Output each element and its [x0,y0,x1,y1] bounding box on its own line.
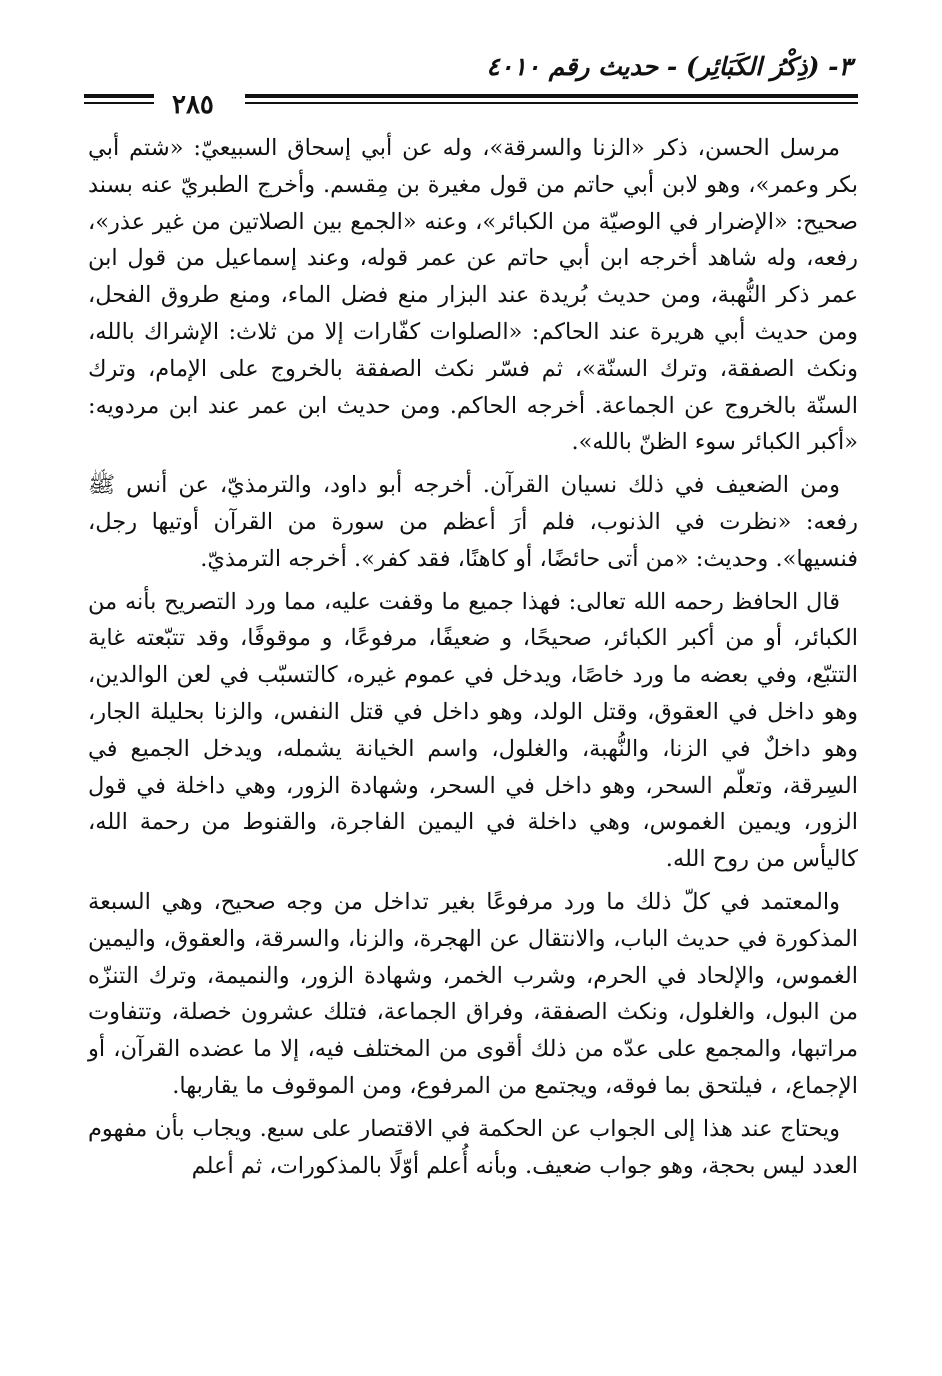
paragraph: مرسل الحسن، ذكر «الزنا والسرقة»، وله عن أبي إسحاق السبيعيّ: «شتم أبي بكر وعمر»، وهو لابن أبي حاتم من قول مغيرة بن مِقسم. وأخرج الطبريّ عنه بسند صحيح: «الإضرار في الوصيّة من الكبائر»، وعنه «الجمع بين الصلاتين من غير عذر»، رفعه، وله شاهد أخرجه ابن أبي حاتم عن عمر قوله، وعند إسماعيل من قول ابن عمر ذكر النُّهبة، ومن حديث بُريدة عند البزار منع فضل الماء، ومنع طروق الفحل، ومن حديث أبي هريرة عند الحاكم: «الصلوات كفّارات إلا من ثلاث: الإشراك بالله، ونكث الصفقة، وترك السنّة»، ثم فسّر نكث الصفقة بالخروج على الإمام، وترك السنّة بالخروج عن الجماعة. أخرجه الحاكم. ومن حديث ابن عمر عند ابن مردويه: «أكبر الكبائر سوء الظنّ بالله». [88,135,858,456]
body-text [88,130,858,1190]
header-rule-short [84,94,154,104]
paragraph: والمعتمد في كلّ ذلك ما ورد مرفوعًا بغير تداخل من وجه صحيح، وهي السبعة المذكورة في حديث الباب، والانتقال عن الهجرة، والزنا، والسرقة، والعقوق، واليمين الغموس، والإلحاد في الحرم، وشرب الخمر، وشهادة الزور، والنميمة، وترك التنزّه من البول، والغلول، ونكث الصفقة، وفراق الجماعة، فتلك عشرون خصلة، وتتفاوت مراتبها، والمجمع على عدّه من ذلك أقوى من المختلف فيه، إلا ما عضده القرآن، أو الإجماع، ، فيلتحق بما فوقه، ويجتمع من المرفوع، ومن الموقوف ما يقاربها. [88,888,858,1099]
paragraph: ومن الضعيف في ذلك نسيان القرآن. أخرجه أبو داود، والترمذيّ، عن أنس ﷺ رفعه: «نظرت في الذنوب، فلم أرَ أعظم من سورة من القرآن أوتيها رجل، فنسيها». وحديث: «من أتى حائضًا، أو كاهنًا، فقد كفر». أخرجه الترمذيّ. [88,472,858,572]
page-number: ٢٨٥ [172,90,214,120]
paragraph: قال الحافظ رحمه الله تعالى: فهذا جميع ما وقفت عليه، مما ورد التصريح بأنه من الكبائر، أو من أكبر الكبائر، صحيحًا، و ضعيفًا، مرفوعًا، و موقوفًا، وقد تتبّعته غاية التتبّع، وفي بعضه ما ورد خاصًا، ويدخل في عموم غيره، كالتسبّب في لعن الوالدين، وهو داخل في العقوق، وقتل الولد، وهو داخل في قتل النفس، والزنا بحليلة الجار، وهو داخلٌ في الزنا، والنُّهبة، والغلول، واسم الخيانة يشمله، ويدخل الجميع في السِرقة، وتعلّم السحر، وهو داخل في السحر، وشهادة الزور، وهي داخلة في قول الزور، ويمين الغموس، وهي داخلة في اليمين الفاجرة، والقنوط من رحمة الله، كاليأس من روح الله. [88,588,858,873]
header-rule [245,94,858,104]
paragraph: ويحتاج عند هذا إلى الجواب عن الحكمة في الاقتصار على سبع. ويجاب بأن مفهوم العدد ليس بحجة، وهو جواب ضعيف. وبأنه أُعلم أوّلًا بالمذكورات، ثم أعلم [88,1115,858,1179]
chapter-title: ٣- (ذِكْرُ الكَبَائِر) - حديث رقم ٤٠١٠ [486,52,852,81]
running-head [80,52,862,120]
